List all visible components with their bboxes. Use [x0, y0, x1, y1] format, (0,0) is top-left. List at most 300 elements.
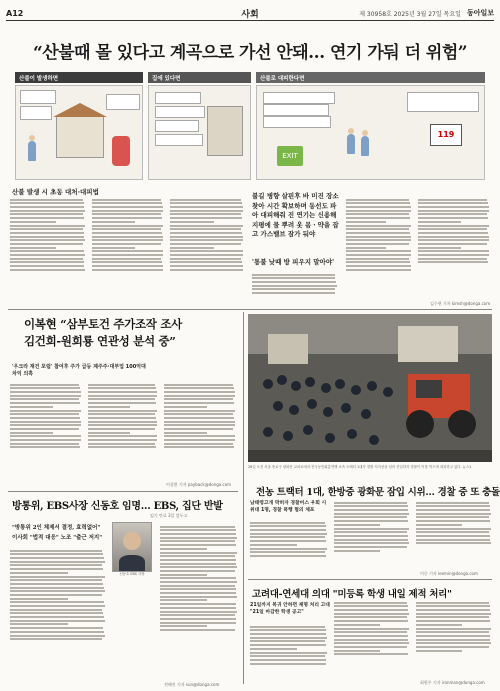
text-line — [10, 635, 105, 637]
text-line — [170, 236, 243, 238]
text-line — [92, 210, 163, 212]
text-line — [164, 398, 233, 400]
text-line — [416, 531, 489, 533]
text-line — [160, 540, 235, 542]
text-line — [416, 502, 489, 504]
text-line — [250, 633, 326, 635]
story5-headline: 고려대-연세대 의대 "미등록 학생 내일 제적 처리" — [252, 589, 452, 600]
text-line — [334, 624, 380, 626]
text-line — [164, 435, 235, 437]
text-line — [10, 627, 103, 629]
text-line — [10, 435, 81, 437]
text-line — [334, 539, 408, 541]
text-line — [170, 221, 214, 223]
top-story-body-col5 — [346, 197, 412, 305]
text-line — [418, 210, 489, 212]
text-line — [250, 629, 326, 631]
text-line — [346, 258, 409, 260]
text-line — [416, 646, 489, 648]
text-line — [160, 529, 236, 531]
text-line — [10, 612, 103, 614]
text-line — [92, 232, 162, 234]
text-line — [416, 631, 489, 633]
infographic-panel-home — [148, 85, 251, 180]
text-line — [418, 261, 488, 263]
text-line — [10, 202, 84, 204]
text-line — [416, 616, 489, 618]
text-line — [416, 620, 490, 622]
text-line — [10, 387, 80, 389]
text-line — [164, 402, 234, 404]
text-line — [160, 588, 236, 590]
page-headline: “산불때 몰 있다고 계곡으로 가선 안돼… 연기 가둬 더 위험” — [32, 43, 468, 63]
text-line — [252, 285, 337, 287]
story3-body-col2 — [160, 524, 238, 682]
text-line — [250, 540, 326, 542]
text-line — [250, 640, 325, 642]
text-line — [160, 585, 235, 587]
text-line — [416, 535, 490, 537]
text-line — [346, 213, 409, 215]
text-line — [334, 635, 408, 637]
text-line — [10, 590, 105, 592]
infographic-panel-title: 집에 있다면 — [148, 72, 251, 83]
text-line — [416, 642, 491, 644]
text-line — [160, 614, 235, 616]
top-story-body-col3 — [170, 197, 244, 305]
text-line — [170, 265, 243, 267]
story5-body-col3 — [416, 600, 492, 678]
story5-body-col2 — [334, 600, 410, 684]
story4-body-col1 — [250, 520, 328, 576]
text-line — [334, 639, 408, 641]
text-line — [10, 616, 104, 618]
text-line — [334, 628, 409, 630]
text-line — [252, 288, 335, 290]
divider — [8, 309, 492, 310]
text-line — [334, 520, 408, 522]
text-line — [334, 550, 380, 552]
text-line — [164, 417, 234, 419]
text-line — [10, 598, 68, 600]
emergency-119-badge: 119 — [430, 124, 462, 146]
text-line — [346, 247, 386, 249]
top-story-body-col4 — [252, 272, 338, 306]
gas-tank-icon — [112, 136, 130, 166]
text-line — [164, 413, 233, 415]
text-line — [164, 384, 233, 386]
text-line — [418, 243, 487, 245]
text-line — [10, 384, 79, 386]
newspaper-name: 동아일보 — [466, 8, 494, 17]
text-line — [418, 202, 488, 204]
text-line — [10, 217, 84, 219]
text-line — [164, 443, 233, 445]
text-line — [92, 221, 135, 223]
text-line — [164, 406, 207, 408]
text-line — [160, 603, 236, 605]
byline: 김수현 기자 kimsh@donga.com — [430, 301, 491, 306]
text-line — [250, 652, 327, 654]
text-line — [92, 206, 163, 208]
text-line — [250, 548, 327, 550]
text-line — [418, 217, 488, 219]
divider — [248, 579, 492, 580]
top-story-pullquote: 불길 병향 살핀후 바 미진 장소 찾아 시간 확보하며 동선도 파아 대피해줘 진 연기는 신용해 지평에 물 뿌려 옷 몸ㆍ약을 잡고 가스밸브 잠가 둬야 — [252, 192, 339, 238]
text-line — [10, 609, 102, 611]
text-line — [92, 261, 162, 263]
text-line — [92, 243, 161, 245]
text-line — [170, 232, 242, 234]
text-line — [170, 202, 242, 204]
text-line — [160, 548, 207, 550]
infographic-panel-title: 산불로 대피한다면 — [256, 72, 485, 83]
text-line — [10, 213, 83, 215]
text-line — [416, 613, 491, 615]
story4-body-col2 — [334, 500, 410, 576]
text-line — [92, 202, 162, 204]
top-story-body-col6 — [418, 197, 490, 299]
text-line — [92, 258, 161, 260]
portrait-photo — [112, 522, 152, 572]
text-line — [346, 221, 386, 223]
text-line — [160, 574, 207, 576]
story4-kicker: 남태령고개 막히자 경찰버스 우회 시위대 1명, 경찰 폭행 혐의 체포 — [250, 501, 327, 513]
text-line — [250, 533, 327, 535]
story2-kicker: '우크라 재건 포럼' 참여후 주가 급등 제주주·대부업 100억대 차익 의혹 — [12, 364, 146, 377]
text-line — [10, 550, 102, 552]
tip-chip — [263, 116, 331, 128]
text-line — [346, 239, 411, 241]
news-photo — [248, 314, 492, 462]
text-line — [334, 613, 409, 615]
text-line — [10, 557, 104, 559]
section-name: 사회 — [241, 9, 259, 20]
text-line — [170, 239, 243, 241]
story2-body-col1 — [10, 382, 82, 482]
text-line — [250, 555, 326, 557]
text-line — [346, 228, 409, 230]
story2-body-col2 — [88, 382, 158, 482]
text-line — [334, 546, 407, 548]
divider — [8, 491, 238, 492]
text-line — [10, 243, 83, 245]
text-line — [346, 232, 410, 234]
text-line — [160, 526, 235, 528]
text-line — [92, 265, 163, 267]
text-line — [334, 509, 408, 511]
text-line — [10, 564, 102, 566]
text-line — [250, 536, 325, 538]
text-line — [10, 236, 84, 238]
text-line — [10, 406, 53, 408]
text-line — [250, 663, 326, 665]
text-line — [418, 228, 487, 230]
text-line — [346, 236, 411, 238]
text-line — [334, 531, 407, 533]
text-line — [334, 535, 408, 537]
tip-chip — [20, 90, 56, 104]
text-line — [346, 254, 411, 256]
text-line — [346, 202, 410, 204]
text-line — [164, 428, 233, 430]
text-line — [160, 563, 236, 565]
text-line — [164, 421, 235, 423]
text-line — [88, 398, 155, 400]
text-line — [334, 502, 407, 504]
text-line — [10, 587, 104, 589]
text-line — [10, 258, 83, 260]
text-line — [250, 522, 325, 524]
text-line — [10, 572, 68, 574]
text-line — [416, 639, 490, 641]
text-line — [88, 439, 157, 441]
text-line — [92, 225, 163, 227]
text-line — [416, 505, 490, 507]
story3-subhead-2: 이사회 "법적 대응" 노조 "출근 저지" — [12, 535, 103, 541]
house-illustration — [56, 116, 104, 158]
text-line — [170, 228, 241, 230]
text-line — [170, 225, 243, 227]
text-line — [416, 509, 490, 511]
text-line — [88, 443, 155, 445]
text-line — [416, 602, 489, 604]
text-line — [10, 446, 80, 448]
text-line — [10, 424, 81, 426]
text-line — [416, 605, 490, 607]
text-line — [88, 410, 157, 412]
text-line — [10, 638, 102, 640]
text-line — [346, 199, 409, 201]
person-icon — [361, 136, 369, 156]
text-line — [170, 247, 214, 249]
text-line — [92, 213, 161, 215]
text-line — [10, 428, 79, 430]
text-line — [10, 395, 81, 397]
issue-date: 제 30958호 2025년 3월 27일 목요일 — [359, 10, 461, 18]
text-line — [160, 618, 236, 620]
wildfire-infographic — [15, 72, 485, 182]
text-line — [10, 247, 56, 249]
text-line — [10, 439, 81, 441]
tip-chip — [155, 92, 201, 104]
portrait-caption: 신동호 EBS 사장 — [119, 572, 145, 576]
person-icon — [347, 134, 355, 154]
story3-subhead-1: "방통위 2인 체제서 결정, 효력없어" — [12, 525, 101, 531]
infographic-panel-fire — [15, 85, 143, 180]
text-line — [416, 624, 462, 626]
text-line — [250, 655, 325, 657]
text-line — [416, 609, 490, 611]
text-line — [164, 424, 235, 426]
text-line — [10, 576, 105, 578]
text-line — [10, 594, 102, 596]
text-line — [416, 635, 490, 637]
text-line — [10, 413, 79, 415]
tip-chip — [407, 92, 479, 112]
text-line — [160, 629, 235, 631]
text-line — [334, 609, 408, 611]
story2-headline-line1: 이복현 “삼부토건 주가조작 조사 — [24, 317, 182, 331]
text-line — [346, 206, 411, 208]
text-line — [346, 265, 411, 267]
text-line — [10, 232, 84, 234]
text-line — [88, 428, 155, 430]
text-line — [160, 552, 237, 554]
text-line — [88, 402, 156, 404]
text-line — [10, 417, 80, 419]
text-line — [416, 516, 489, 518]
protest-photo-illustration — [248, 314, 492, 462]
text-line — [418, 258, 487, 260]
text-line — [160, 622, 236, 624]
text-line — [160, 599, 207, 601]
text-line — [170, 210, 243, 212]
text-line — [10, 443, 79, 445]
text-line — [164, 410, 235, 412]
text-line — [10, 631, 104, 633]
text-line — [250, 644, 326, 646]
text-line — [10, 620, 105, 622]
text-line — [88, 395, 157, 397]
text-line — [10, 221, 56, 223]
text-line — [252, 281, 336, 283]
text-line — [160, 533, 236, 535]
text-line — [10, 228, 83, 230]
text-line — [334, 516, 407, 518]
infographic-panel-title: 산불이 발생하면 — [15, 72, 143, 83]
window-illustration — [207, 106, 243, 156]
tip-chip — [155, 106, 205, 118]
story2-body-col3 — [164, 382, 236, 482]
text-line — [418, 250, 489, 252]
text-line — [88, 446, 156, 448]
tip-chip — [106, 94, 140, 110]
story2-headline-line2: 김건희-원희룡 연관성 분석 중” — [24, 334, 176, 348]
story5-kicker: 21일까지 복귀 안하면 제명 처리 고대 "21일 마감한 학생 공고" — [250, 603, 330, 615]
column-divider — [243, 312, 244, 684]
text-line — [334, 602, 407, 604]
text-line — [10, 254, 85, 256]
text-line — [170, 199, 241, 201]
text-line — [10, 568, 103, 570]
byline: 최원주 기자 ironman@donga.com — [420, 680, 485, 685]
text-line — [88, 406, 130, 408]
text-line — [10, 239, 85, 241]
text-line — [170, 269, 243, 271]
story4-body-col3 — [416, 500, 492, 570]
exit-sign-icon: EXIT — [277, 146, 303, 166]
text-line — [418, 206, 489, 208]
text-line — [10, 421, 81, 423]
text-line — [250, 637, 327, 639]
text-line — [92, 236, 163, 238]
person-icon — [28, 141, 36, 161]
text-line — [416, 513, 491, 515]
top-story-pullquote-2: '통불 낮때 방 피우지 말아야' — [252, 258, 335, 266]
text-line — [92, 254, 163, 256]
text-line — [252, 292, 335, 294]
text-line — [170, 258, 241, 260]
text-line — [252, 274, 335, 276]
text-line — [164, 387, 234, 389]
text-line — [418, 225, 489, 227]
text-line — [88, 421, 157, 423]
text-line — [416, 539, 490, 541]
text-line — [10, 583, 103, 585]
tip-chip — [155, 120, 199, 132]
byline: 전혜진 기자 sun@donga.com — [164, 682, 220, 687]
text-line — [418, 199, 487, 201]
text-line — [160, 570, 235, 572]
story3-headline: 방통위, EBS사장 신동호 임명… EBS, 집단 반발 — [12, 501, 223, 512]
top-story-body-col2 — [92, 197, 164, 305]
text-line — [10, 410, 81, 412]
text-line — [88, 391, 157, 393]
text-line — [418, 232, 488, 234]
text-line — [92, 269, 163, 271]
text-line — [346, 210, 411, 212]
text-line — [164, 446, 234, 448]
text-line — [250, 626, 325, 628]
text-line — [334, 620, 408, 622]
text-line — [250, 525, 326, 527]
tip-chip — [263, 104, 329, 116]
text-line — [346, 250, 411, 252]
text-line — [92, 217, 162, 219]
text-line — [164, 391, 235, 393]
text-line — [418, 254, 489, 256]
text-line — [92, 239, 163, 241]
text-line — [418, 221, 461, 223]
text-line — [10, 605, 105, 607]
text-line — [10, 432, 53, 434]
text-line — [170, 254, 243, 256]
text-line — [160, 592, 236, 594]
text-line — [10, 553, 103, 555]
text-line — [160, 559, 236, 561]
text-line — [418, 213, 487, 215]
text-line — [10, 391, 81, 393]
story4-headline: 전농 트랙터 1대, 한방중 광화문 잠입 시위… 경찰 중 또 충돌 — [256, 487, 500, 498]
text-line — [10, 265, 84, 267]
text-line — [10, 199, 83, 201]
text-line — [160, 577, 236, 579]
byline: 이상환 기자 payback@donga.com — [166, 482, 232, 487]
text-line — [164, 432, 207, 434]
text-line — [10, 210, 85, 212]
text-line — [416, 528, 491, 530]
text-line — [418, 247, 461, 249]
tip-chip — [20, 106, 52, 120]
text-line — [10, 225, 85, 227]
text-line — [164, 439, 235, 441]
text-line — [88, 387, 156, 389]
infographic-panel-evacuate — [256, 85, 485, 180]
text-line — [160, 537, 237, 539]
text-line — [10, 402, 80, 404]
text-line — [92, 250, 163, 252]
text-line — [334, 528, 409, 530]
text-line — [170, 261, 242, 263]
text-line — [10, 261, 84, 263]
text-line — [92, 199, 161, 201]
text-line — [334, 505, 408, 507]
byline: 이중 기자 leemin@donga.com — [420, 571, 478, 576]
text-line — [88, 432, 130, 434]
text-line — [346, 225, 411, 227]
text-line — [160, 625, 207, 627]
